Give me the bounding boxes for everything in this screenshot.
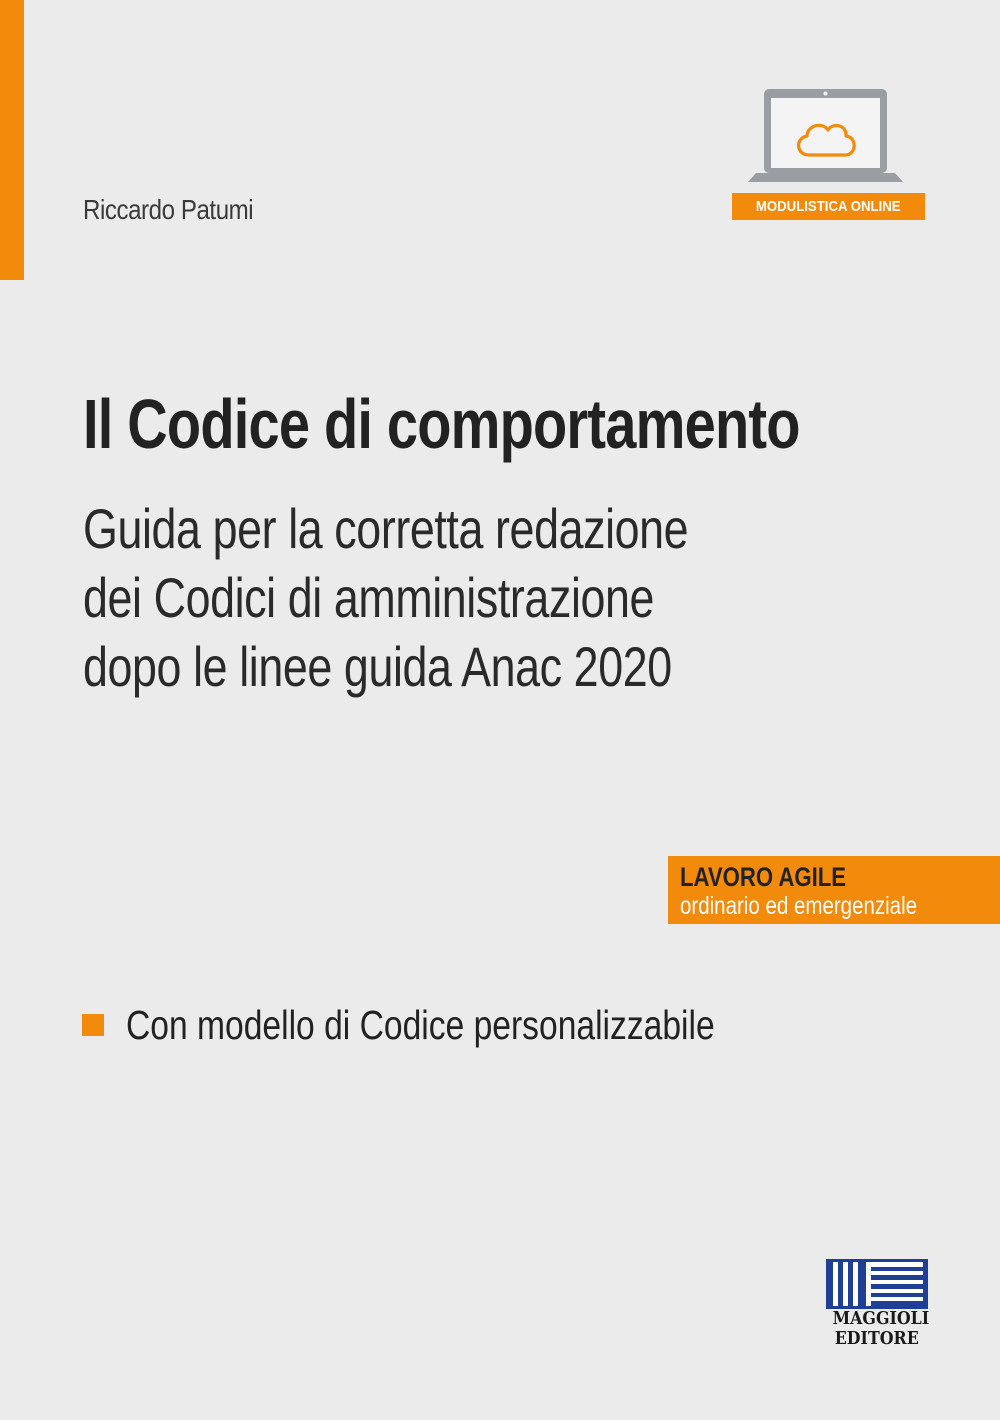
accent-bar [0,0,24,280]
publisher-name [826,1309,928,1329]
modulistica-online-badge [732,193,925,220]
lavoro-agile-box [668,856,1000,924]
publisher-line1: MAGGIOLI [832,1308,930,1329]
book-title: Il Codice di comportamento [83,385,800,463]
publisher-line2: EDITORE [834,1328,920,1349]
subtitle-line: Guida per la corretta redazione [83,497,689,560]
publisher-label [826,1329,928,1349]
feature-text: Con modello di Codice personalizzabile [126,1002,715,1048]
bullet-square-icon [82,1014,104,1036]
badge-label: MODULISTICA ONLINE [756,198,901,215]
highlight-heading: LAVORO AGILE [680,862,847,892]
book-subtitle [83,494,688,701]
highlight-subheading: ordinario ed emergenziale [680,892,918,920]
author-name: Riccardo Patumi [83,194,254,225]
subtitle-line: dopo le linee guida Anac 2020 [83,635,672,698]
subtitle-line: dei Codici di amministrazione [83,566,655,629]
